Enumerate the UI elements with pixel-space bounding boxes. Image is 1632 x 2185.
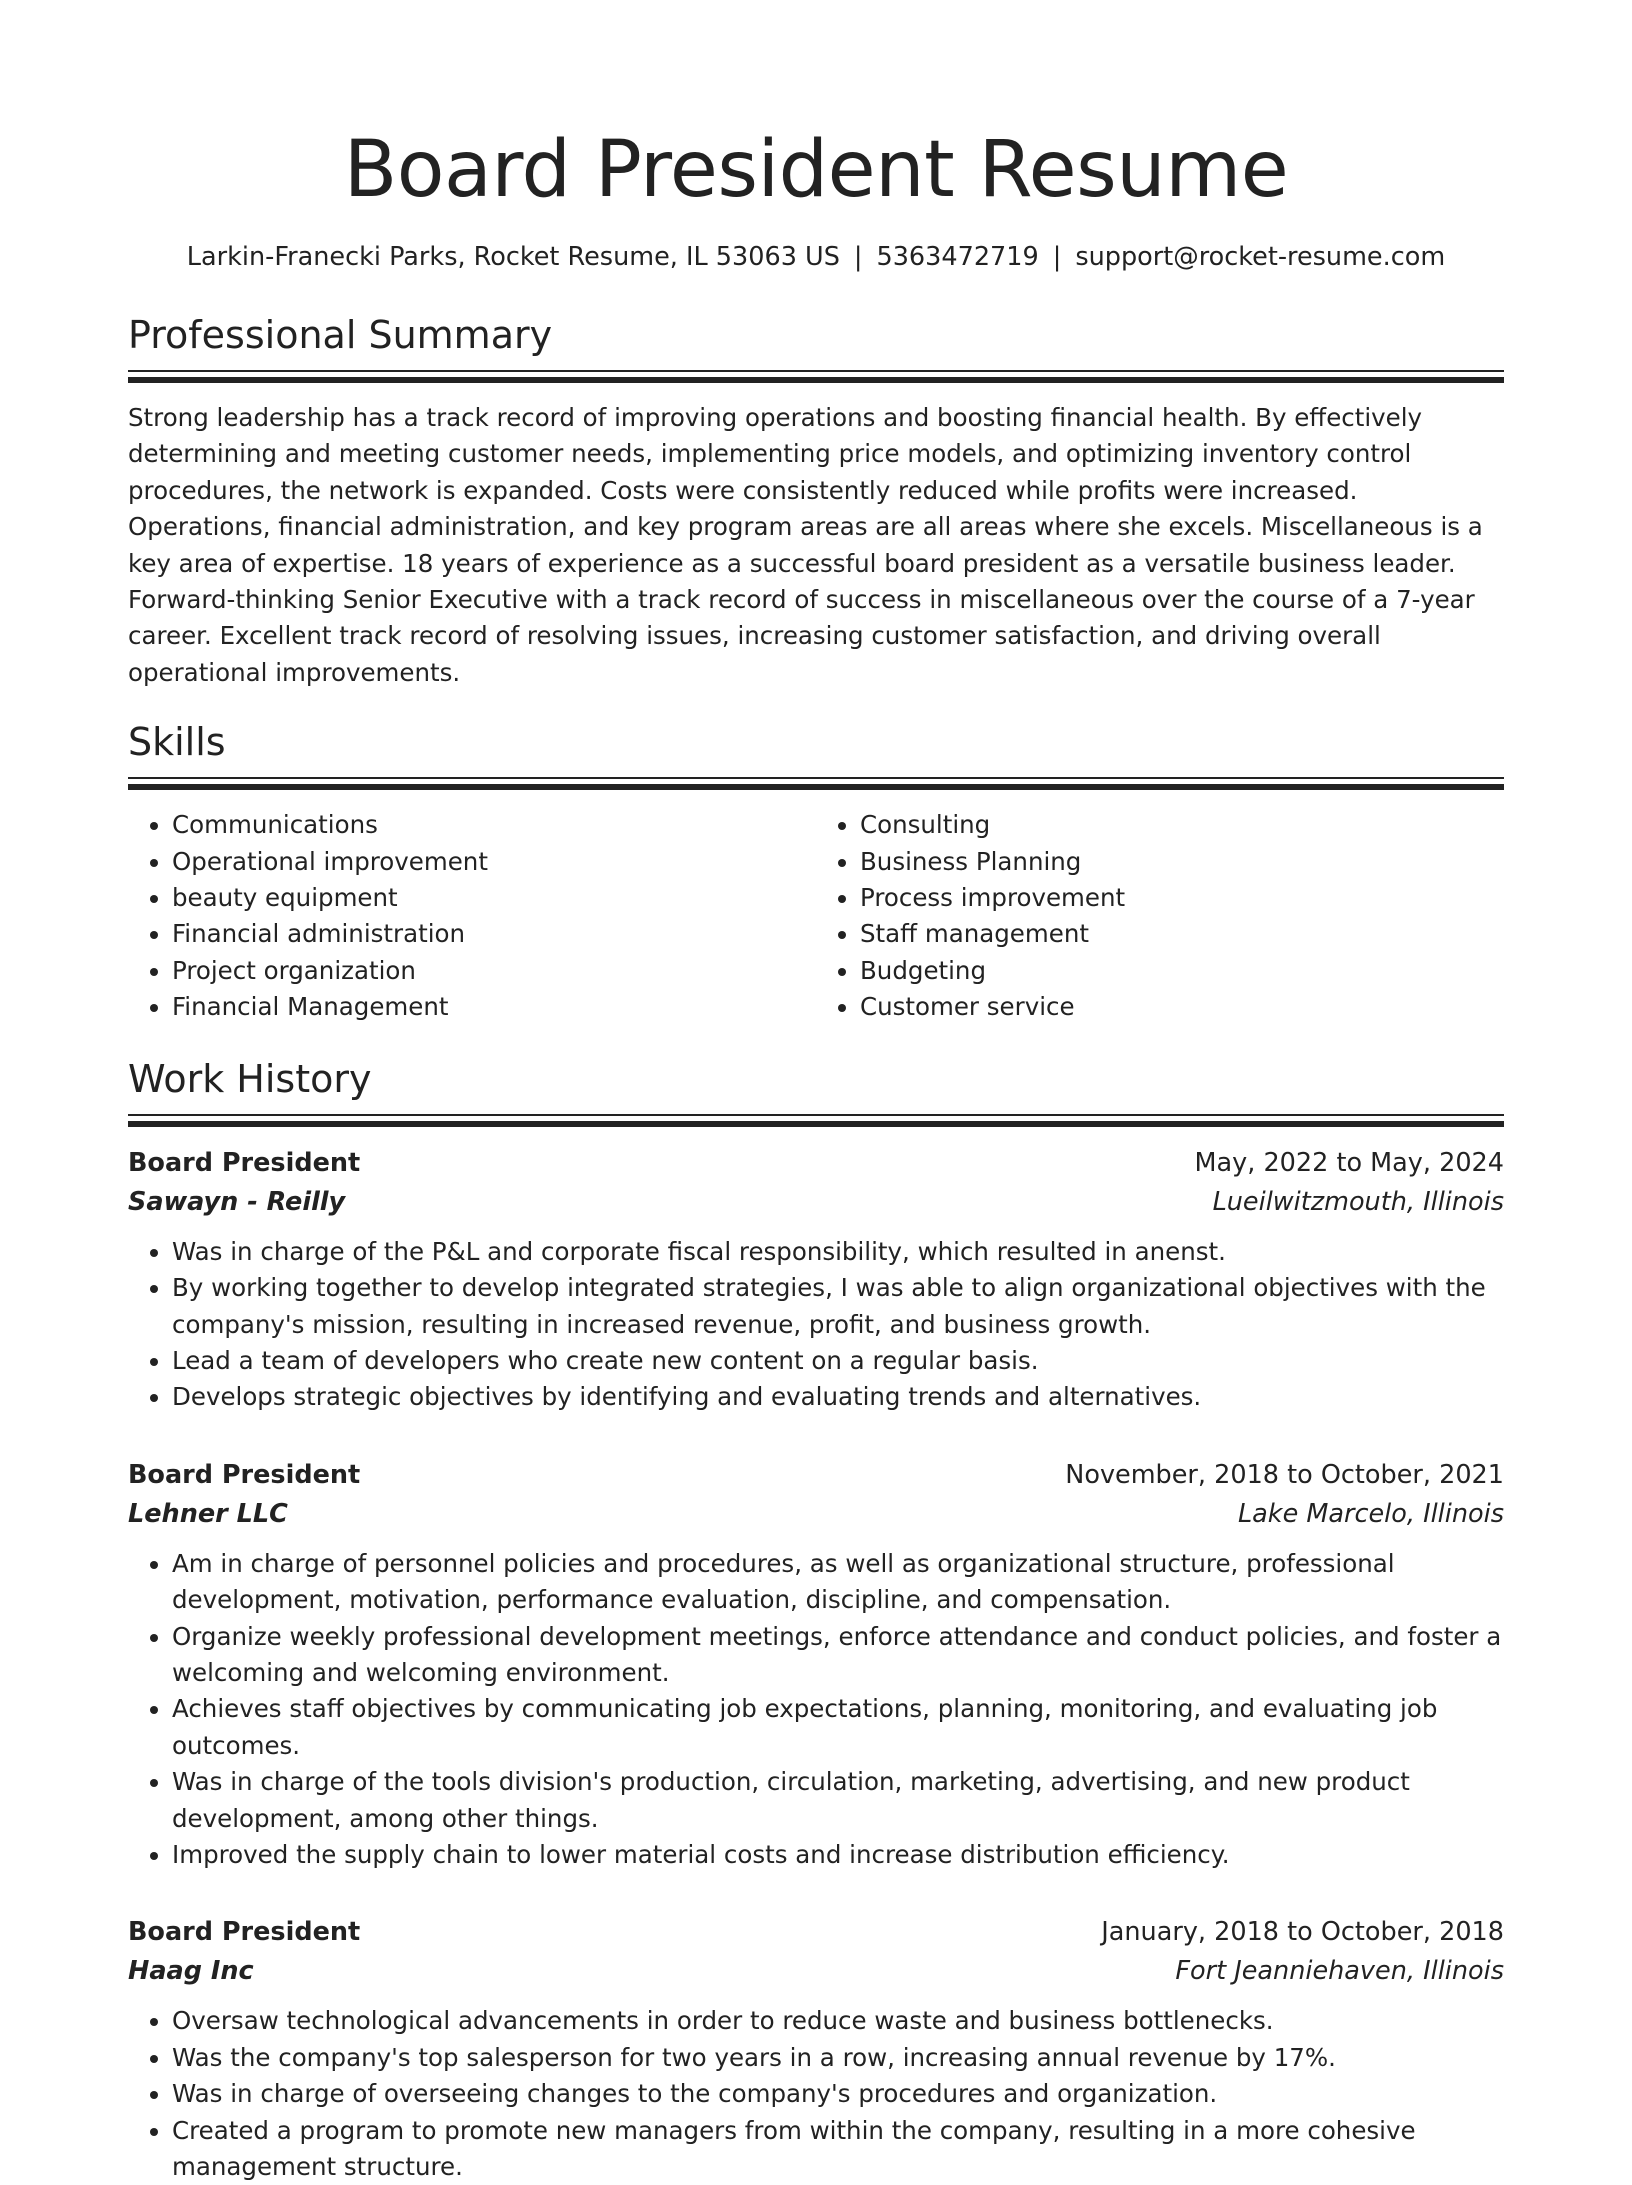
job-dates: January, 2018 to October, 2018 bbox=[1101, 1917, 1504, 1948]
job-bullet: • Created a program to promote new managers from within the company, resulting in a more cohesive management structure. bbox=[172, 2113, 1504, 2185]
job-company: Lehner LLC bbox=[128, 1498, 288, 1529]
skill-item: • beauty equipment bbox=[172, 880, 816, 916]
contact-phone: 5363472719 bbox=[876, 242, 1039, 272]
job-bullet: • Oversaw technological advancements in order to reduce waste and business bottlenecks. bbox=[172, 2003, 1504, 2039]
job-dates: May, 2022 to May, 2024 bbox=[1194, 1147, 1504, 1178]
job-bullets bbox=[128, 1234, 1504, 1416]
skill-item: • Customer service bbox=[860, 989, 1504, 1025]
work-history-heading: Work History bbox=[128, 1056, 372, 1101]
job-dates: November, 2018 to October, 2021 bbox=[1065, 1459, 1504, 1490]
job-bullet: • Was in charge of the tools division's production, circulation, marketing, advertising, and new product development, among other things. bbox=[172, 1764, 1504, 1837]
job-bullet: • Was in charge of the P&L and corporate fiscal responsibility, which resulted in anenst. bbox=[172, 1234, 1504, 1270]
summary-heading: Professional Summary bbox=[128, 313, 553, 357]
skill-item: • Operational improvement bbox=[172, 844, 816, 880]
job-bullet: • Achieves staff objectives by communicating job expectations, planning, monitoring, and evaluating job outcomes. bbox=[172, 1691, 1504, 1764]
skill-item: • Process improvement bbox=[860, 880, 1504, 916]
job-bullets bbox=[128, 2003, 1504, 2185]
section-divider bbox=[128, 1114, 1504, 1128]
skill-item: • Financial administration bbox=[172, 916, 816, 952]
skill-item: • Staff management bbox=[860, 916, 1504, 952]
job-bullet: • Was the company's top salesperson for two years in a row, increasing annual revenue by 17%. bbox=[172, 2040, 1504, 2076]
contact-line bbox=[128, 240, 1504, 274]
work-history-section bbox=[128, 1056, 1504, 2185]
skills-column-left bbox=[128, 807, 816, 1025]
skill-item: • Consulting bbox=[860, 807, 1504, 843]
job-location: Lake Marcelo, Illinois bbox=[1237, 1498, 1504, 1529]
skill-item: • Business Planning bbox=[860, 844, 1504, 880]
job-title: Board President bbox=[128, 1147, 361, 1178]
job-bullet: • Improved the supply chain to lower material costs and increase distribution efficiency. bbox=[172, 1837, 1504, 1873]
job-entry bbox=[128, 1456, 1504, 1874]
job-company: Sawayn - Reilly bbox=[128, 1186, 346, 1217]
skills-heading: Skills bbox=[128, 720, 226, 765]
job-bullet: • Lead a team of developers who create new content on a regular basis. bbox=[172, 1343, 1504, 1379]
section-divider bbox=[128, 370, 1504, 384]
skills-section bbox=[128, 719, 1504, 1025]
job-entry bbox=[128, 1144, 1504, 1416]
skill-item: • Communications bbox=[172, 807, 816, 843]
job-bullet: • By working together to develop integrated strategies, I was able to align organizational objectives with the company's mission, resulting in increased revenue, profit, and business growth. bbox=[172, 1270, 1504, 1343]
skill-item: • Project organization bbox=[172, 953, 816, 989]
job-bullets bbox=[128, 1546, 1504, 1874]
skills-column-right bbox=[816, 807, 1504, 1025]
job-entry bbox=[128, 1913, 1504, 2185]
job-bullet: • Develops strategic objectives by identifying and evaluating trends and alternatives. bbox=[172, 1379, 1504, 1415]
contact-separator: | bbox=[1052, 242, 1062, 272]
job-bullet: • Was in charge of overseeing changes to the company's procedures and organization. bbox=[172, 2076, 1504, 2112]
skills-list bbox=[128, 807, 1504, 1025]
job-title: Board President bbox=[128, 1459, 361, 1490]
summary-section bbox=[128, 312, 1504, 691]
skill-item: • Financial Management bbox=[172, 989, 816, 1025]
contact-email: support@rocket-resume.com bbox=[1075, 242, 1446, 272]
job-bullet: • Organize weekly professional development meetings, enforce attendance and conduct policies, and foster a welcoming and welcoming environment. bbox=[172, 1619, 1504, 1692]
job-bullet: • Am in charge of personnel policies and procedures, as well as organizational structure, professional development, motivation, performance evaluation, discipline, and compensation. bbox=[172, 1546, 1504, 1619]
summary-text: Strong leadership has a track record of improving operations and boosting financial health. By effectively determining and meeting customer needs, implementing price models, and optimizing inventory control procedures, the network is expanded. Costs were consistently reduced while profits were increased. Operations, financial administration, and key program areas are all areas where she excels. Miscellaneous is a key area of expertise. 18 years of experience as a successful board president as a versatile business leader. Forward-thinking Senior Executive with a track record of success in miscellaneous over the course of a 7-year career. Excellent track record of resolving issues, increasing customer satisfaction, and driving overall operational improvements. bbox=[128, 403, 1483, 687]
job-company: Haag Inc bbox=[128, 1956, 254, 1987]
job-location: Lueilwitzmouth, Illinois bbox=[1212, 1186, 1504, 1217]
contact-separator: | bbox=[853, 242, 863, 272]
contact-address: Larkin-Franecki Parks, Rocket Resume, IL 53063 US bbox=[186, 242, 840, 272]
job-location: Fort Jeanniehaven, Illinois bbox=[1175, 1956, 1504, 1987]
section-divider bbox=[128, 777, 1504, 791]
page-title: Board President Resume bbox=[343, 125, 1289, 215]
job-title: Board President bbox=[128, 1917, 361, 1948]
skill-item: • Budgeting bbox=[860, 953, 1504, 989]
